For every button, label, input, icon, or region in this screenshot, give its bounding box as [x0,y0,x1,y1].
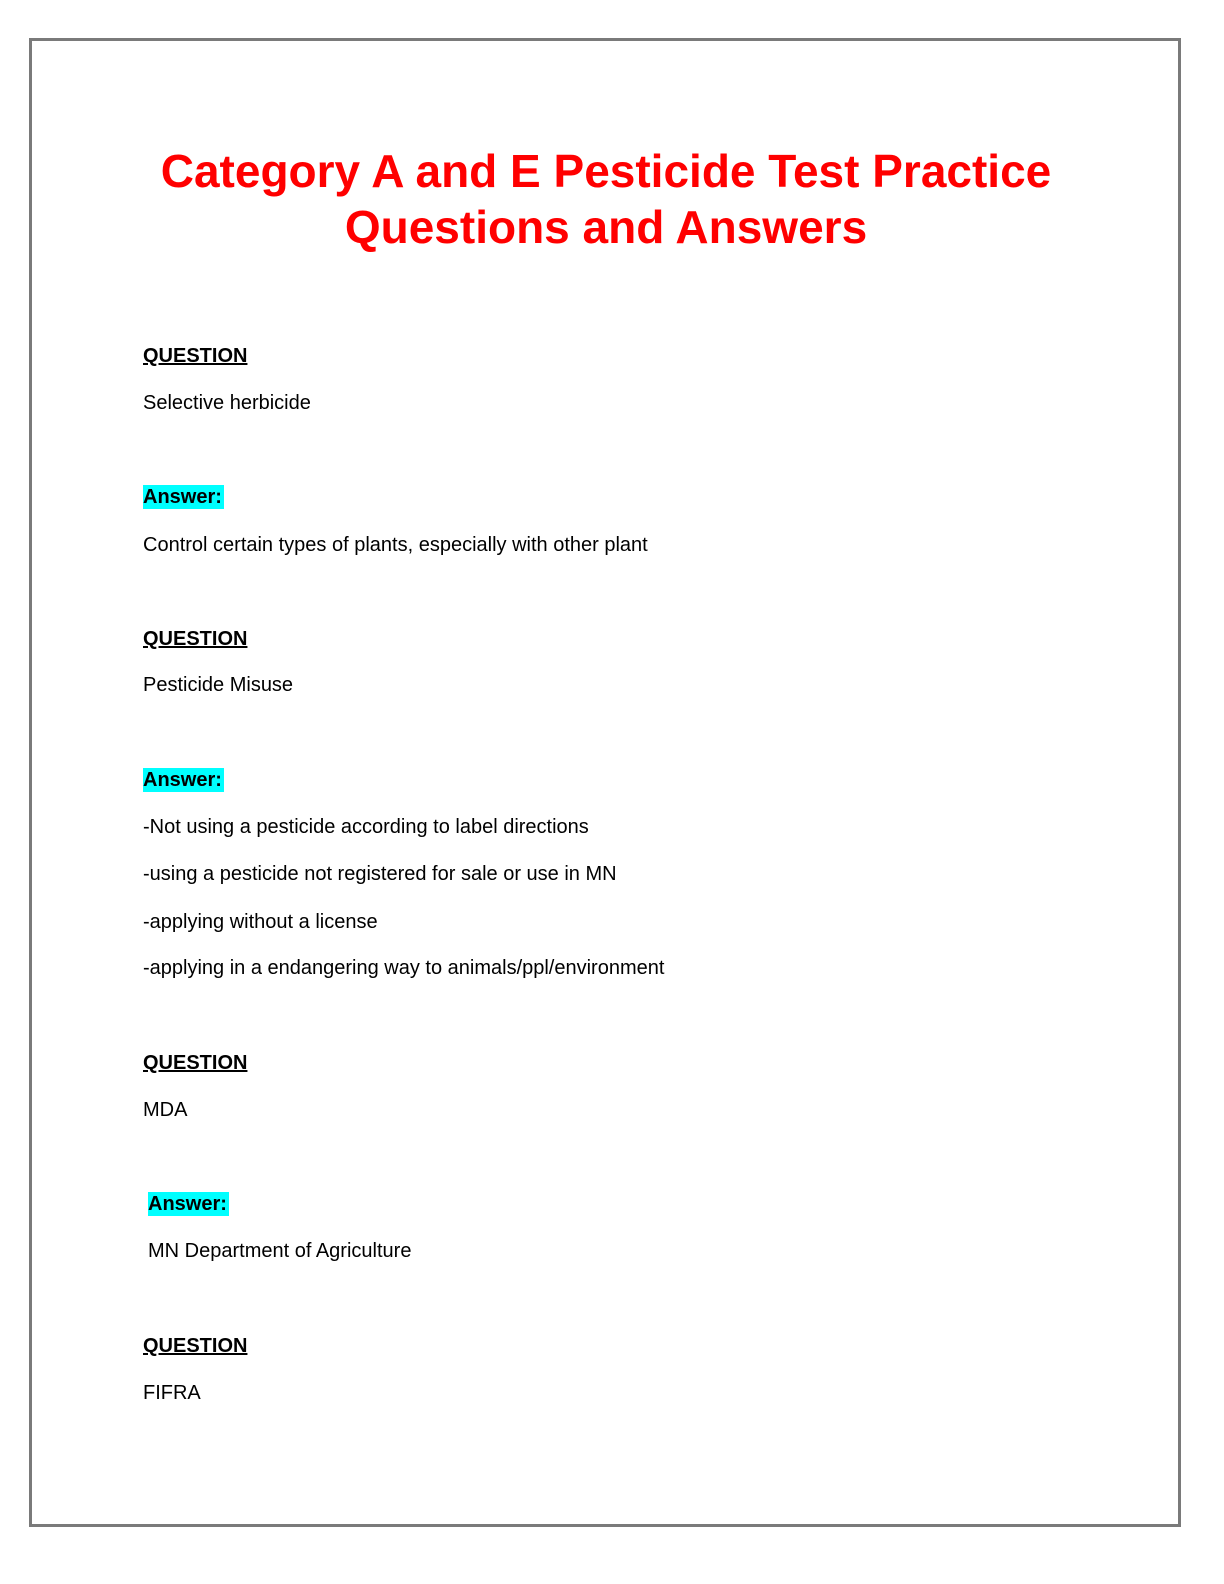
answer-label: Answer: [148,1193,227,1215]
title-line-1: Category A and E Pesticide Test Practice [160,145,1052,197]
document-title [0,143,1212,255]
question-label: QUESTION [143,1052,248,1074]
answer-text: -Not using a pesticide according to label directions [143,816,589,838]
answer-label: Answer: [143,769,222,791]
question-text: Pesticide Misuse [143,674,294,696]
title-line-2: Questions and Answers [344,201,868,253]
answer-label: Answer: [143,486,222,508]
answer-text: Control certain types of plants, especially with other plant [143,534,648,556]
question-text: MDA [143,1099,188,1121]
question-label: QUESTION [143,345,248,367]
answer-text: MN Department of Agriculture [148,1240,412,1262]
question-text: Selective herbicide [143,392,311,414]
question-text: FIFRA [143,1382,201,1404]
answer-text: -applying without a license [143,911,378,933]
question-label: QUESTION [143,628,248,650]
question-label: QUESTION [143,1335,248,1357]
answer-text: -applying in a endangering way to animals/ppl/environment [143,957,665,979]
answer-text: -using a pesticide not registered for sale or use in MN [143,863,617,885]
